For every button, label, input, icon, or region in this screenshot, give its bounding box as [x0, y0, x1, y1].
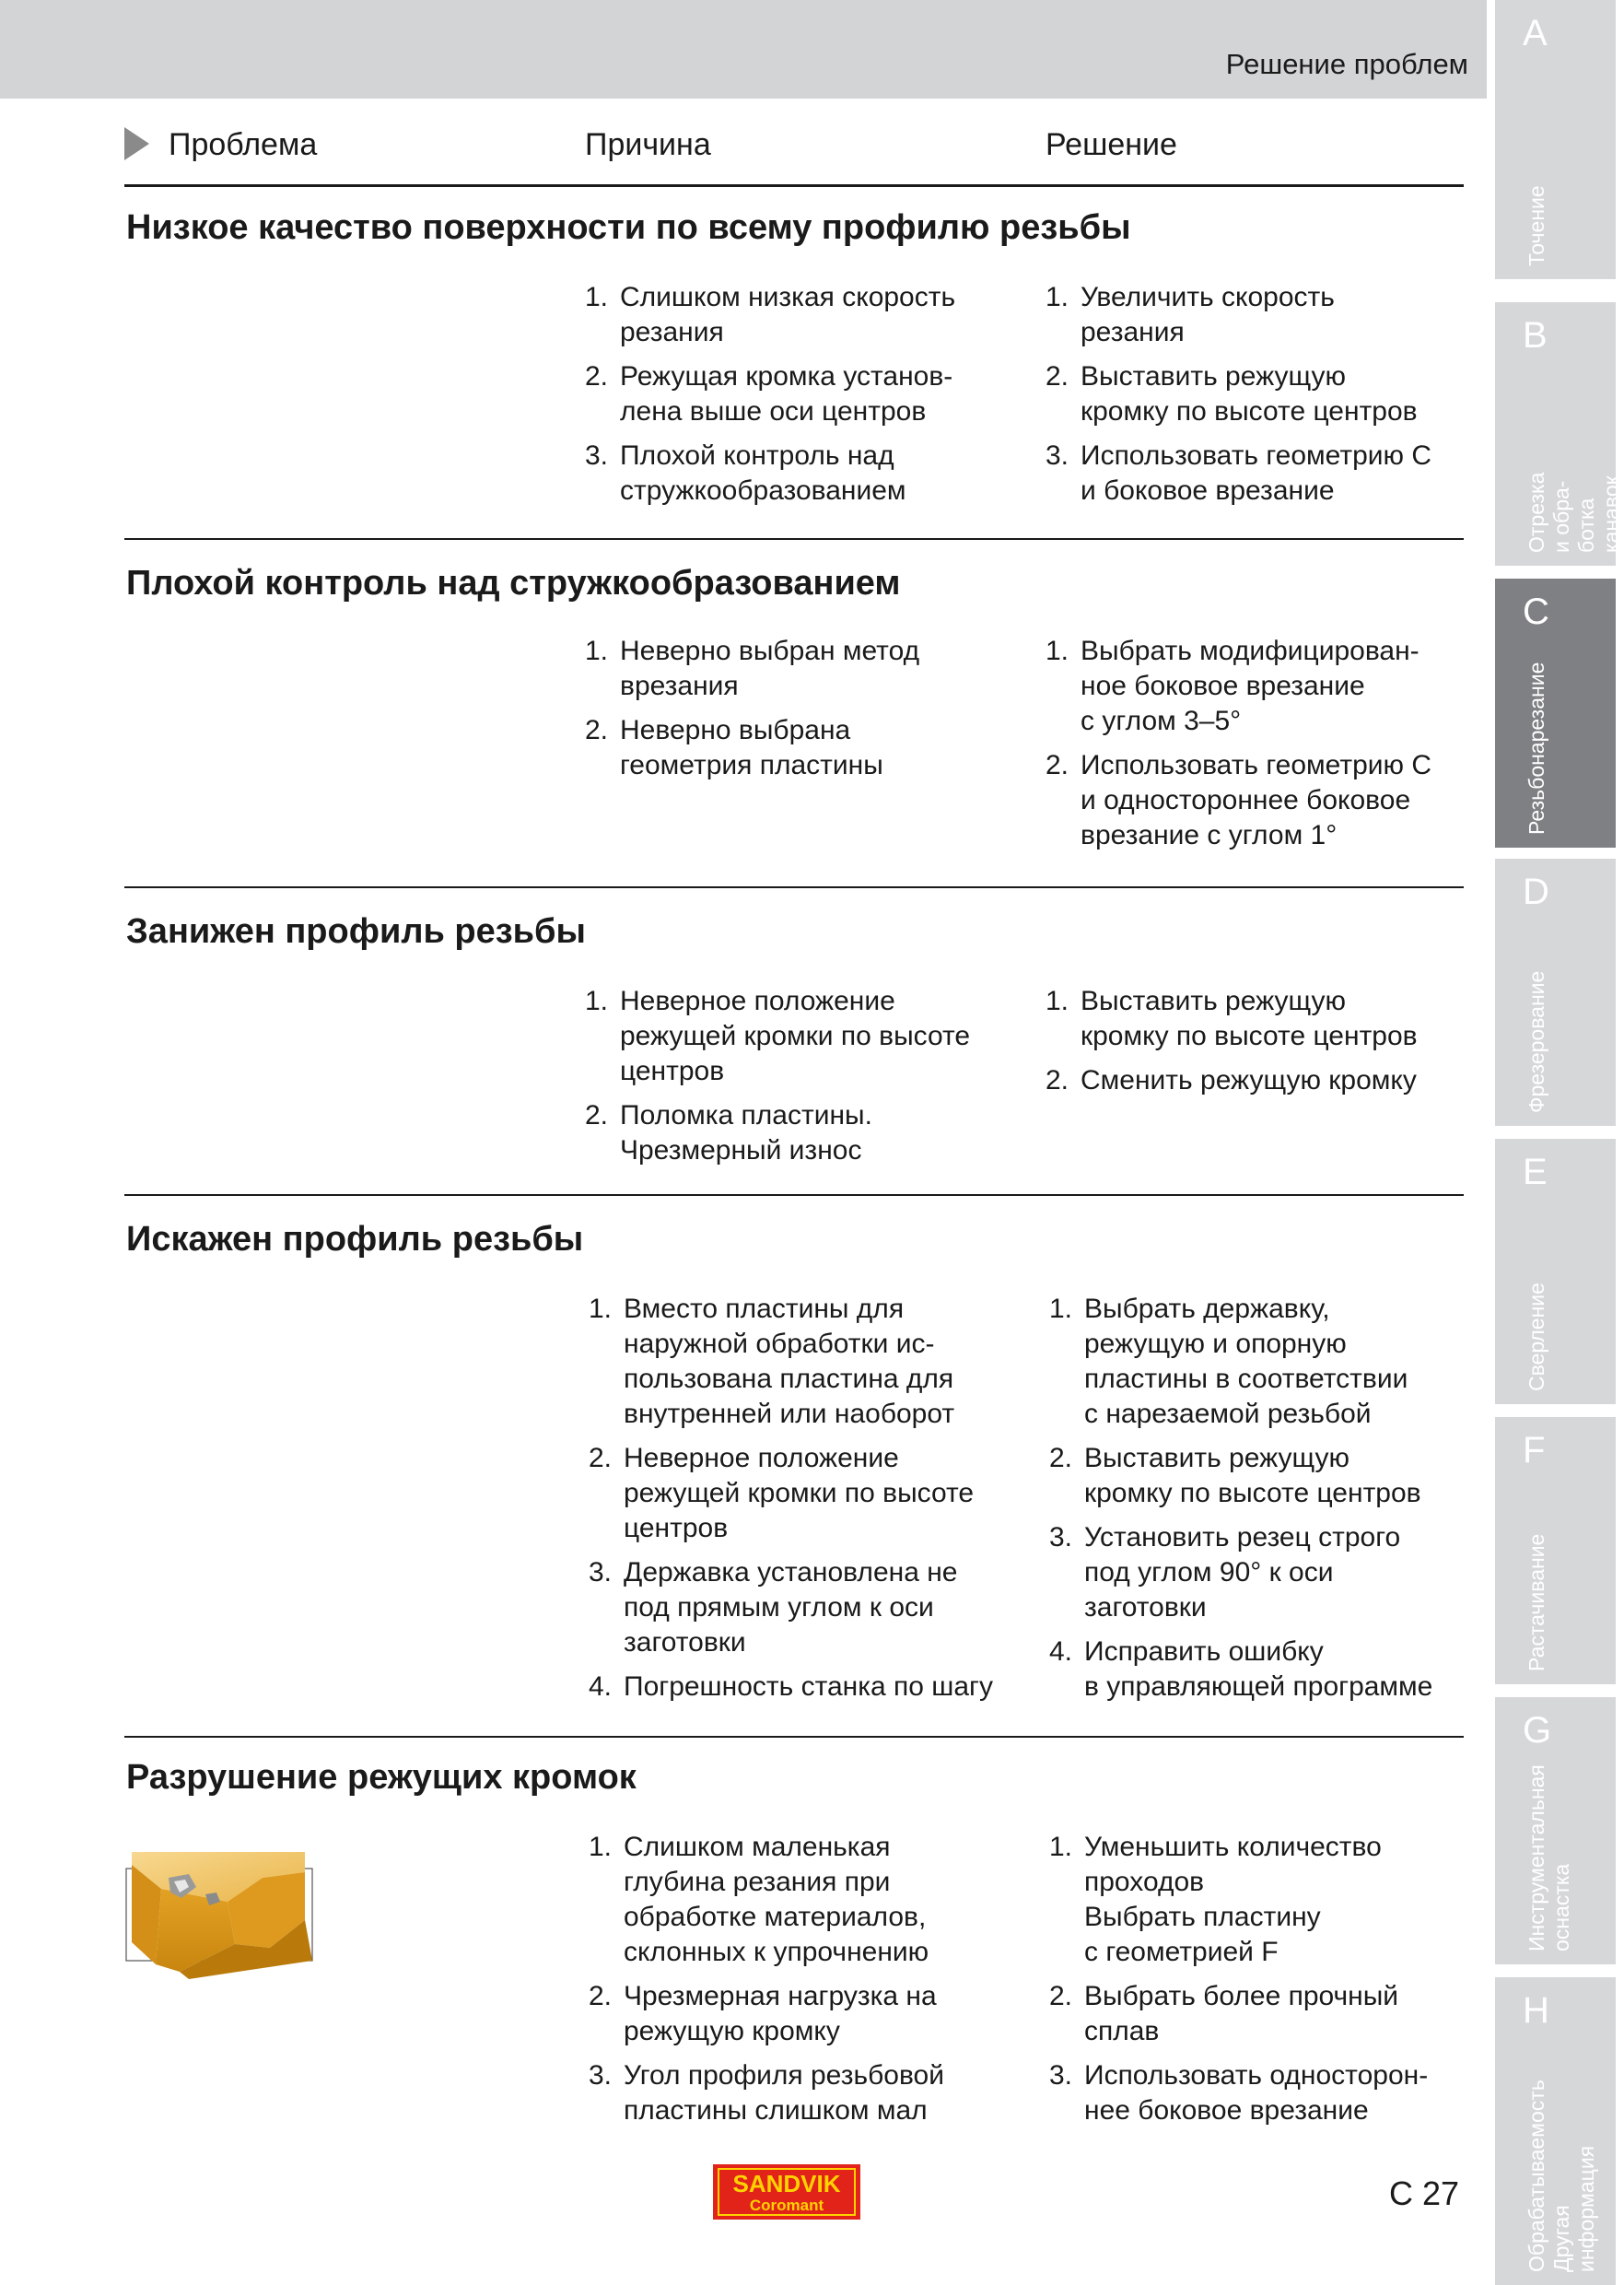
list-item: 2. Поломка пластины. Чрезмерный износ — [585, 1100, 872, 1166]
list-item: 2. Выбрать более прочный сплав — [1049, 1981, 1399, 2046]
list-item: 1. Слишком маленькая глубина резания при обработке материалов, склонных к упрочнению — [589, 1832, 929, 1967]
list-item: 1. Уменьшить количество проходов Выбрать пластину с геометрией F — [1049, 1832, 1382, 1967]
list-item: 3. Использовать геометрию С и боковое врезание — [1046, 440, 1432, 506]
side-tab-d[interactable] — [1495, 859, 1616, 1126]
problem-section — [124, 912, 1464, 1196]
tab-letter: A — [1523, 13, 1548, 53]
header-bar — [0, 0, 1487, 99]
problem-section — [124, 1220, 1464, 1738]
cause-column — [585, 280, 1027, 518]
list-item: 2. Сменить режущую кромку — [1046, 1065, 1417, 1096]
tab-letter: E — [1523, 1152, 1548, 1192]
list-item: 3. Угол профиля резьбовой пластины слишком мал — [589, 2060, 945, 2126]
problem-section — [124, 208, 1464, 540]
cause-column — [585, 984, 1027, 1178]
solution-column — [1046, 634, 1464, 862]
tab-label: Фрезерование — [1525, 970, 1548, 1113]
list-item: 1. Неверно выбран метод врезания — [585, 636, 920, 701]
list-item: 3. Плохой контроль над стружкообразованием — [585, 440, 906, 506]
tab-letter: B — [1523, 315, 1548, 356]
side-tab-b[interactable] — [1495, 302, 1623, 566]
problem-title: Искажен профиль резьбы — [126, 1220, 584, 1259]
list-item: 2. Режущая кромка установ- лена выше оси центров — [585, 361, 953, 427]
list-item: 2. Выставить режущую кромку по высоте центров — [1046, 361, 1418, 427]
sandvik-coromant-logo — [713, 2164, 860, 2220]
side-tab-e[interactable] — [1495, 1139, 1616, 1404]
page-number: C 27 — [1389, 2174, 1460, 2212]
logo-top-text: SANDVIK — [732, 2170, 841, 2197]
play-triangle-icon — [124, 127, 149, 160]
tab-label: Отрезка и обра- ботка канавок — [1525, 472, 1623, 553]
tab-letter: C — [1523, 592, 1549, 632]
side-tab-a[interactable] — [1495, 0, 1616, 279]
list-item: 3. Использовать односторон- нее боковое врезание — [1049, 2060, 1429, 2126]
list-item: 1. Слишком низкая скорость резания — [585, 282, 956, 347]
problem-title: Низкое качество поверхности по всему профилю резьбы — [126, 208, 1131, 247]
side-tabs — [1495, 0, 1623, 2285]
tab-letter: H — [1523, 1990, 1549, 2031]
solution-column — [1049, 1830, 1464, 2138]
tab-label: Резьбонарезание — [1525, 662, 1548, 835]
side-tab-f[interactable] — [1495, 1417, 1616, 1684]
list-item: 1. Выбрать модифицирован- ное боковое врезание с углом 3–5° — [1046, 636, 1420, 736]
list-item: 1. Увеличить скорость резания — [1046, 282, 1335, 347]
cause-column — [589, 1830, 1031, 2138]
solution-column — [1046, 280, 1464, 518]
list-item: 2. Чрезмерная нагрузка на режущую кромку — [589, 1981, 937, 2046]
list-item: 1. Неверное положение режущей кромки по высоте центров — [585, 986, 971, 1086]
column-header-solution: Решение — [1046, 127, 1177, 162]
problem-title: Разрушение режущих кромок — [126, 1758, 637, 1797]
tab-letter: F — [1523, 1430, 1546, 1471]
tab-letter: G — [1523, 1710, 1552, 1751]
list-item: 2. Неверное положение режущей кромки по высоте центров — [589, 1443, 975, 1543]
tab-letter: D — [1523, 872, 1549, 912]
list-item: 4. Исправить ошибку в управляющей программе — [1049, 1636, 1433, 1702]
list-item: 3. Державка установлена не под прямым углом к оси заготовки — [589, 1557, 958, 1658]
column-header-problem: Проблема — [169, 127, 318, 162]
cause-column — [589, 1292, 1031, 1714]
list-item: 2. Использовать геометрию С и одностороннее боковое врезание с углом 1° — [1046, 750, 1432, 850]
tab-label: Растачивание — [1525, 1533, 1548, 1671]
side-tab-h[interactable] — [1495, 1977, 1616, 2285]
list-item: 2. Неверно выбрана геометрия пластины — [585, 715, 883, 780]
list-item: 1. Выставить режущую кромку по высоте центров — [1046, 986, 1418, 1051]
list-item: 3. Установить резец строго под углом 90° к оси заготовки — [1049, 1522, 1401, 1623]
solution-column — [1046, 984, 1464, 1107]
side-tab-c[interactable] — [1495, 579, 1616, 848]
cause-column — [585, 634, 1027, 792]
broken-insert-image — [124, 1846, 318, 1985]
logo-bottom-text: Coromant — [749, 2197, 824, 2214]
tab-label: Сверление — [1525, 1283, 1548, 1391]
list-item: 1. Выбрать державку, режущую и опорную пластины в соответствии с нарезаемой резьбой — [1049, 1294, 1408, 1429]
list-item: 4. Погрешность станка по шагу — [589, 1671, 994, 1702]
problem-section — [124, 564, 1464, 888]
tab-label: Инструментальная оснастка — [1525, 1764, 1573, 1951]
page-header-title: Решение проблем — [1225, 48, 1468, 80]
problem-section — [124, 1758, 1464, 2145]
tab-label: Точение — [1525, 185, 1548, 266]
problem-title: Занижен профиль резьбы — [126, 912, 586, 951]
list-item: 2. Выставить режущую кромку по высоте центров — [1049, 1443, 1421, 1508]
problem-title: Плохой контроль над стружкообразованием — [126, 564, 901, 603]
column-header-row — [124, 120, 1464, 187]
column-header-cause: Причина — [585, 127, 711, 162]
solution-column — [1049, 1292, 1464, 1714]
side-tab-g[interactable] — [1495, 1697, 1616, 1964]
tab-label: Обрабатываемость Другая информация — [1525, 2080, 1598, 2272]
list-item: 1. Вместо пластины для наружной обработки ис- пользована пластина для внутренней или наоборот — [589, 1294, 955, 1429]
